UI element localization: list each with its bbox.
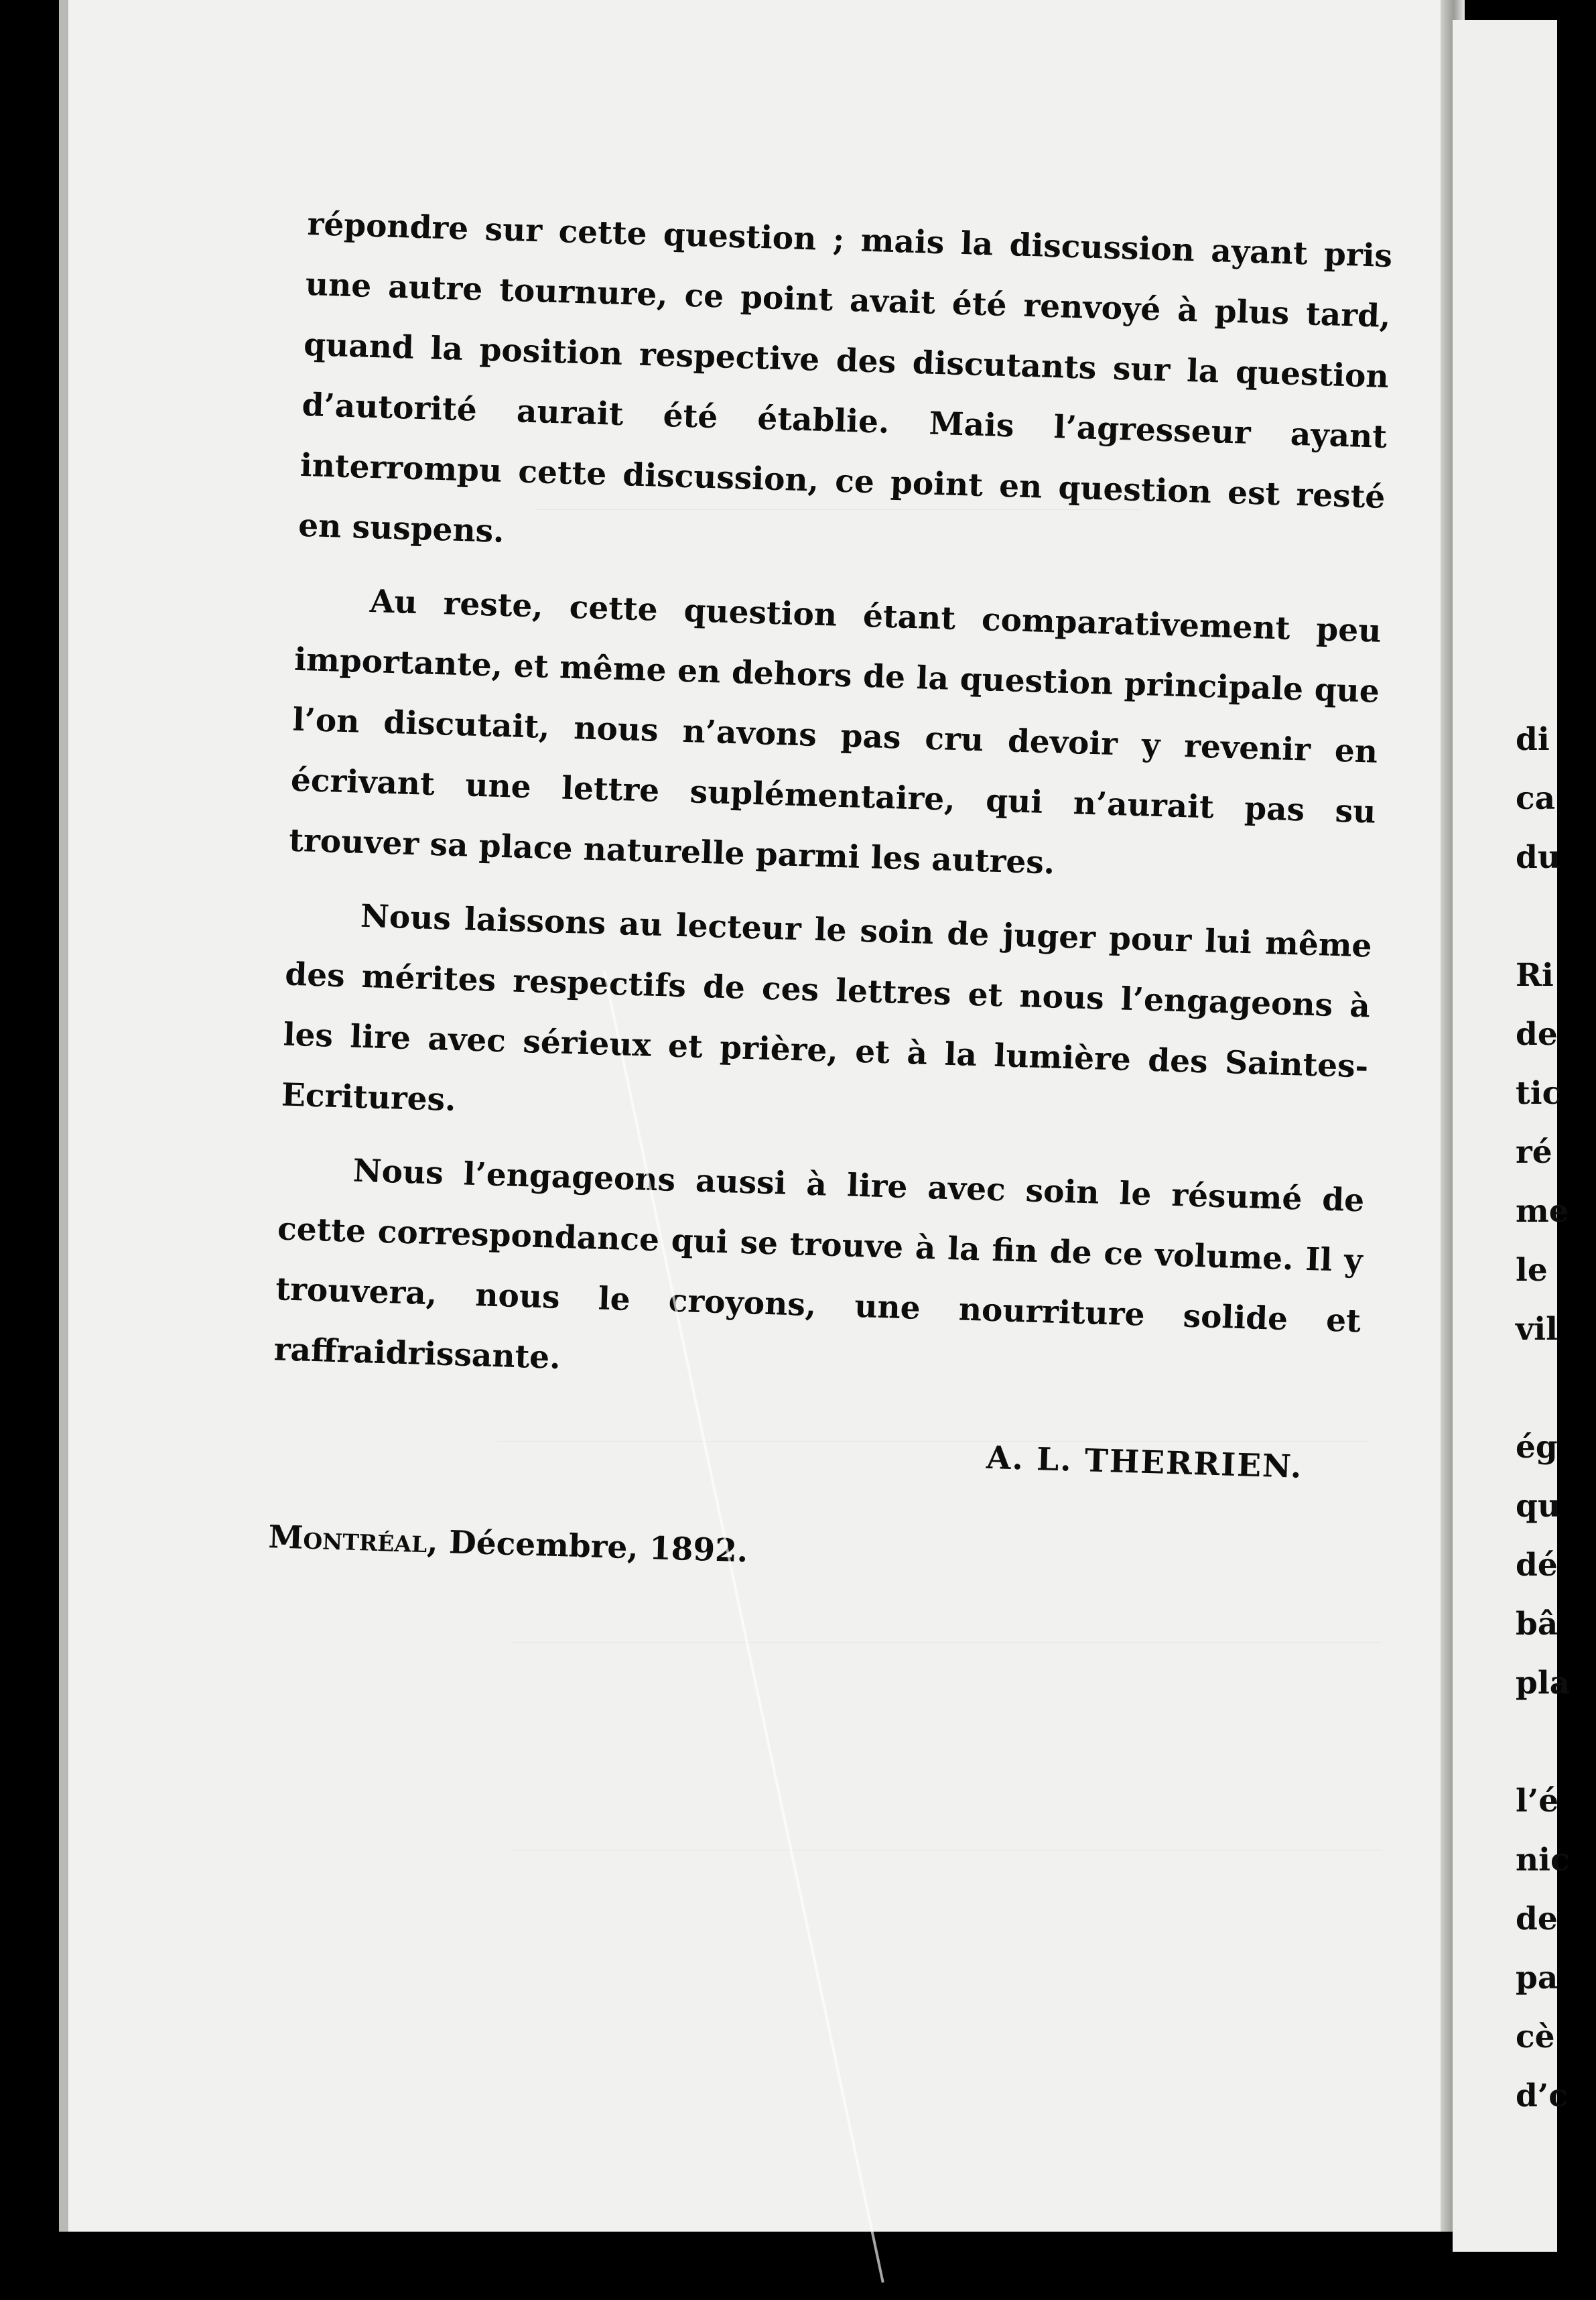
fragment: qu <box>1516 1488 1561 1525</box>
fragment: nic <box>1516 1842 1570 1878</box>
facing-page-text-fragments <box>1516 710 1596 2126</box>
fragment: tic <box>1516 1075 1562 1112</box>
fragment: Ri <box>1516 957 1554 994</box>
fragment: ég <box>1516 1429 1558 1466</box>
fragment: me <box>1516 1193 1569 1230</box>
paragraph-3: Nous laissons au lecteur le soin de juger pour lui même des mérites respectifs de ces lettres et nous l’engageons à les lire avec sérieux et prière, et à la lumière des Saintes-Ecritures. <box>281 897 1373 1119</box>
fragment: pla <box>1516 1665 1571 1702</box>
fragment: du <box>1516 839 1561 876</box>
dateline-place: Montréal, <box>267 1519 439 1561</box>
paragraph-4: Nous l’engageons aussi à lire avec soin le résumé de cette correspondance qui se trouve à la fin de ce volume. Il y trouvera, nous le croyons, une nourriture solide et raffraidrissante. <box>273 1152 1365 1377</box>
fragment: l’é <box>1516 1783 1559 1819</box>
fragment: di <box>1516 721 1550 758</box>
dateline-date: Décembre, 1892. <box>448 1524 749 1570</box>
fragment: de <box>1516 1016 1558 1053</box>
fragment: d’c <box>1516 2078 1568 2114</box>
fragment: bâ <box>1516 1606 1558 1643</box>
author-signature: A. L. THERRIEN. <box>986 1439 1304 1486</box>
fragment: ca <box>1516 780 1556 817</box>
fragment: ré <box>1516 1134 1552 1171</box>
fragment: de <box>1516 1901 1558 1937</box>
fragment: le <box>1516 1252 1548 1289</box>
fragment: dé <box>1516 1547 1558 1584</box>
preface-text <box>267 194 1393 1600</box>
paragraph-1: répondre sur cette question ; mais la discussion ayant pris une autre tournure, ce point avait été renvoyé à plus tard, quand la position respective des discutants sur la question d’autorité aurait été établie. Mais l’agresseur ayant interrompu cette discussion, ce point en question est resté en suspens. <box>297 205 1393 550</box>
fragment: pa <box>1516 1960 1558 1996</box>
fragment: vil <box>1516 1311 1558 1348</box>
paragraph-2: Au reste, cette question étant comparativement peu importante, et même en dehors de la question principale que l’on discutait, nous n’avons pas cru devoir y revenir en écrivant une lettre suplémentaire, qui n’aurait pas su trouver sa place naturelle parmi les autres. <box>288 583 1382 882</box>
fragment: cè <box>1516 2019 1555 2055</box>
bleed-through-line <box>511 1642 1382 1643</box>
